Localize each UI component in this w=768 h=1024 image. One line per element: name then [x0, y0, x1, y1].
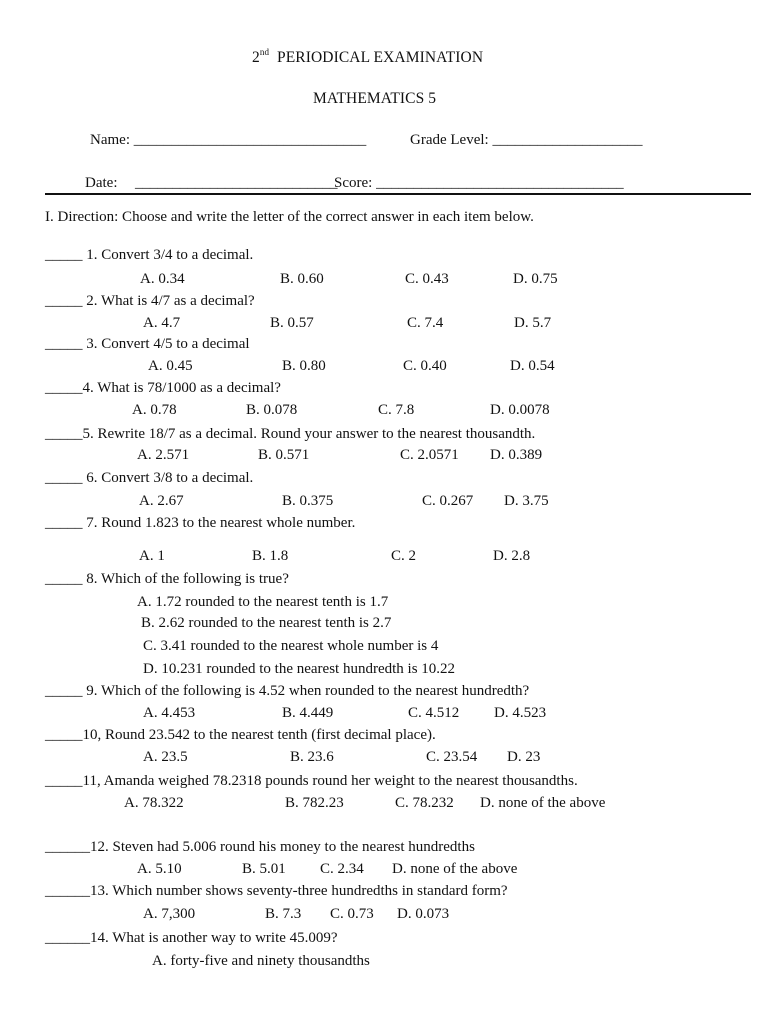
name-field[interactable]: Name: _______________________________	[90, 132, 367, 148]
q13-option-c: C. 0.73	[330, 906, 374, 922]
q3-option-c: C. 0.40	[403, 358, 447, 374]
q6-option-d: D. 3.75	[504, 493, 549, 509]
ordinal-suffix: nd	[259, 47, 270, 57]
question-1: _____ 1. Convert 3/4 to a decimal.	[45, 247, 254, 263]
q8-option-c: C. 3.41 rounded to the nearest whole number is 4	[143, 638, 439, 654]
question-8: _____ 8. Which of the following is true?	[45, 571, 289, 587]
q1-option-b: B. 0.60	[280, 271, 324, 287]
q6-option-c: C. 0.267	[422, 493, 474, 509]
q7-option-c: C. 2	[391, 548, 417, 564]
q10-option-b: B. 23.6	[290, 749, 334, 765]
q3-option-a: A. 0.45	[148, 358, 193, 374]
grade-level-field[interactable]: Grade Level: ____________________	[410, 132, 643, 148]
q8-option-b: B. 2.62 rounded to the nearest tenth is 2.7	[141, 615, 392, 631]
ordinal-number: 2	[252, 49, 260, 66]
exam-title	[252, 48, 483, 66]
q4-option-b: B. 0.078	[246, 402, 298, 418]
question-4: _____4. What is 78/1000 as a decimal?	[45, 380, 281, 396]
q2-option-b: B. 0.57	[270, 315, 314, 331]
q2-option-a: A. 4.7	[143, 315, 181, 331]
q1-option-c: C. 0.43	[405, 271, 449, 287]
question-6: _____ 6. Convert 3/8 to a decimal.	[45, 470, 254, 486]
q12-option-c: C. 2.34	[320, 861, 364, 877]
q9-option-a: A. 4.453	[143, 705, 196, 721]
score-field[interactable]: Score: _________________________________	[334, 175, 624, 191]
exam-title-text: PERIODICAL EXAMINATION	[277, 49, 484, 66]
q13-option-b: B. 7.3	[265, 906, 302, 922]
question-14: ______14. What is another way to write 45.009?	[45, 930, 338, 946]
q5-option-c: C. 2.0571	[400, 447, 459, 463]
q10-option-d: D. 23	[507, 749, 541, 765]
date-label: Date:	[85, 175, 118, 191]
question-5: _____5. Rewrite 18/7 as a decimal. Round your answer to the nearest thousandth.	[45, 426, 536, 442]
q5-option-b: B. 0.571	[258, 447, 310, 463]
q11-option-c: C. 78.232	[395, 795, 454, 811]
question-2: _____ 2. What is 4/7 as a decimal?	[45, 293, 255, 309]
q7-option-b: B. 1.8	[252, 548, 289, 564]
date-field[interactable]: ___________________________	[135, 175, 338, 191]
q10-option-a: A. 23.5	[143, 749, 188, 765]
header-divider	[45, 193, 751, 195]
direction-text: I. Direction: Choose and write the letter of the correct answer in each item below.	[45, 209, 534, 225]
q12-option-a: A. 5.10	[137, 861, 182, 877]
q8-option-a: A. 1.72 rounded to the nearest tenth is 1.7	[137, 594, 389, 610]
subject-title: MATHEMATICS 5	[313, 90, 437, 107]
question-7: _____ 7. Round 1.823 to the nearest whole number.	[45, 515, 356, 531]
q9-option-b: B. 4.449	[282, 705, 334, 721]
question-11: _____11, Amanda weighed 78.2318 pounds round her weight to the nearest thousandths.	[45, 773, 578, 789]
q3-option-b: B. 0.80	[282, 358, 326, 374]
q11-option-a: A. 78.322	[124, 795, 184, 811]
q5-option-d: D. 0.389	[490, 447, 543, 463]
q13-option-a: A. 7,300	[143, 906, 196, 922]
q13-option-d: D. 0.073	[397, 906, 450, 922]
question-12: ______12. Steven had 5.006 round his money to the nearest hundredths	[45, 839, 475, 855]
q11-option-d: D. none of the above	[480, 795, 606, 811]
q2-option-c: C. 7.4	[407, 315, 444, 331]
q7-option-a: A. 1	[139, 548, 165, 564]
q9-option-c: C. 4.512	[408, 705, 460, 721]
question-13: ______13. Which number shows seventy-three hundredths in standard form?	[45, 883, 508, 899]
question-9: _____ 9. Which of the following is 4.52 when rounded to the nearest hundredth?	[45, 683, 530, 699]
q4-option-d: D. 0.0078	[490, 402, 550, 418]
q4-option-c: C. 7.8	[378, 402, 415, 418]
q1-option-a: A. 0.34	[140, 271, 185, 287]
q8-option-d: D. 10.231 rounded to the nearest hundredth is 10.22	[143, 661, 456, 677]
q2-option-d: D. 5.7	[514, 315, 552, 331]
q6-option-a: A. 2.67	[139, 493, 184, 509]
q7-option-d: D. 2.8	[493, 548, 531, 564]
q12-option-d: D. none of the above	[392, 861, 518, 877]
question-10: _____10, Round 23.542 to the nearest tenth (first decimal place).	[45, 727, 436, 743]
q12-option-b: B. 5.01	[242, 861, 286, 877]
q4-option-a: A. 0.78	[132, 402, 177, 418]
q11-option-b: B. 782.23	[285, 795, 344, 811]
q9-option-d: D. 4.523	[494, 705, 547, 721]
q3-option-d: D. 0.54	[510, 358, 555, 374]
q14-option-a: A. forty-five and ninety thousandths	[152, 953, 370, 969]
q5-option-a: A. 2.571	[137, 447, 190, 463]
q10-option-c: C. 23.54	[426, 749, 478, 765]
question-3: _____ 3. Convert 4/5 to a decimal	[45, 336, 250, 352]
q6-option-b: B. 0.375	[282, 493, 334, 509]
q1-option-d: D. 0.75	[513, 271, 558, 287]
